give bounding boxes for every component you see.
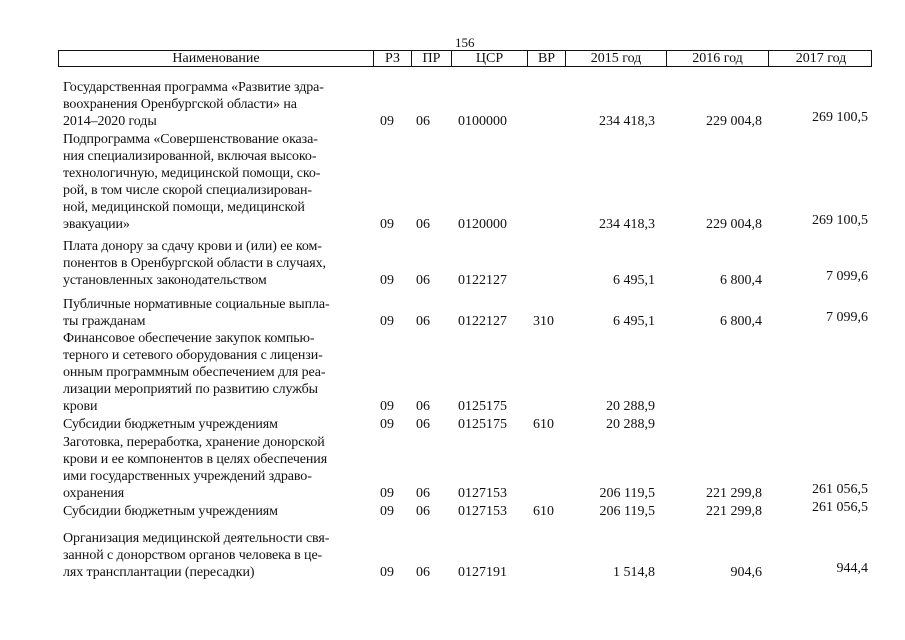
row-pr: 06 — [416, 504, 430, 519]
row-2015: 206 119,5 — [599, 486, 655, 501]
row-name: Субсидии бюджетным учреждениям — [63, 417, 278, 432]
row-csr: 0122127 — [458, 273, 507, 288]
row-name: Организация медицинской деятельности свя- занной с донорством органов человека в це- лях трансплантации (пересадки) — [63, 531, 330, 580]
row-rz: 09 — [380, 273, 394, 288]
row-2017: 7 099,6 — [826, 269, 868, 284]
row-name: Заготовка, переработка, хранение донорской крови и ее компонентов в целях обеспечения ими государственных учреждений здраво- охранения — [63, 435, 328, 501]
row-rz: 09 — [380, 504, 394, 519]
row-2015: 6 495,1 — [613, 273, 655, 288]
row-pr: 06 — [416, 399, 430, 414]
row-name: Субсидии бюджетным учреждениям — [63, 504, 278, 519]
row-rz: 09 — [380, 486, 394, 501]
row-csr: 0122127 — [458, 314, 507, 329]
row-2015: 20 288,9 — [606, 417, 655, 432]
page-number: 156 — [455, 35, 475, 50]
header-2015: 2015 год — [566, 51, 667, 66]
row-2015: 234 418,3 — [599, 217, 655, 232]
row-2017: 269 100,5 — [812, 213, 868, 228]
row-2017: 7 099,6 — [826, 310, 868, 325]
header-rz: РЗ — [374, 51, 412, 66]
row-vr: 610 — [533, 504, 554, 519]
row-csr: 0120000 — [458, 217, 507, 232]
row-2016: 221 299,8 — [706, 486, 762, 501]
header-csr: ЦСР — [452, 51, 528, 66]
row-name: Государственная программа «Развитие здра- воохранения Оренбургской области» на 2014–2020 годы — [63, 80, 324, 129]
row-2015: 6 495,1 — [613, 314, 655, 329]
header-2017: 2017 год — [795, 51, 847, 66]
row-2015: 1 514,8 — [613, 565, 655, 580]
row-rz: 09 — [380, 217, 394, 232]
row-pr: 06 — [416, 314, 430, 329]
row-2015: 234 418,3 — [599, 114, 655, 129]
row-name: Плата донору за сдачу крови и (или) ее ком- понентов в Оренбургской области в случаях, установленных законодательством — [63, 239, 326, 288]
row-2017: 261 056,5 — [812, 482, 868, 497]
row-csr: 0127191 — [458, 565, 507, 580]
row-csr: 0125175 — [458, 417, 507, 432]
row-2015: 206 119,5 — [599, 504, 655, 519]
row-2017: 944,4 — [836, 561, 868, 576]
header-2016: 2016 год — [667, 51, 769, 66]
row-pr: 06 — [416, 273, 430, 288]
row-2017: 269 100,5 — [812, 110, 868, 125]
row-2017: 261 056,5 — [812, 500, 868, 515]
row-2016: 904,6 — [730, 565, 762, 580]
header-name: Наименование — [59, 51, 374, 66]
header-vr: ВР — [528, 51, 566, 66]
row-name: Подпрограмма «Совершенствование оказа- ния специализированной, включая высоко- технологичную, медицинской помощи, ско- рой, в том числе скорой специализирован- ной, медицинской помощи, медицинской эвакуации» — [63, 132, 321, 232]
row-vr: 610 — [533, 417, 554, 432]
row-pr: 06 — [416, 565, 430, 580]
row-2016: 221 299,8 — [706, 504, 762, 519]
row-2016: 6 800,4 — [720, 314, 762, 329]
row-2016: 6 800,4 — [720, 273, 762, 288]
header-pr: ПР — [412, 51, 452, 66]
row-csr: 0127153 — [458, 486, 507, 501]
row-pr: 06 — [416, 114, 430, 129]
row-csr: 0125175 — [458, 399, 507, 414]
row-name: Публичные нормативные социальные выпла- ты гражданам — [63, 297, 330, 329]
row-name: Финансовое обеспечение закупок компью- терного и сетевого оборудования с лицензи- онным программным обеспечением для реа- лизации мероприятий по развитию службы крови — [63, 331, 326, 414]
row-rz: 09 — [380, 114, 394, 129]
row-rz: 09 — [380, 314, 394, 329]
row-pr: 06 — [416, 486, 430, 501]
row-rz: 09 — [380, 399, 394, 414]
row-vr: 310 — [533, 314, 554, 329]
row-2016: 229 004,8 — [706, 114, 762, 129]
row-2015: 20 288,9 — [606, 399, 655, 414]
row-csr: 0127153 — [458, 504, 507, 519]
row-csr: 0100000 — [458, 114, 507, 129]
row-2016: 229 004,8 — [706, 217, 762, 232]
row-rz: 09 — [380, 417, 394, 432]
row-rz: 09 — [380, 565, 394, 580]
row-pr: 06 — [416, 417, 430, 432]
row-pr: 06 — [416, 217, 430, 232]
